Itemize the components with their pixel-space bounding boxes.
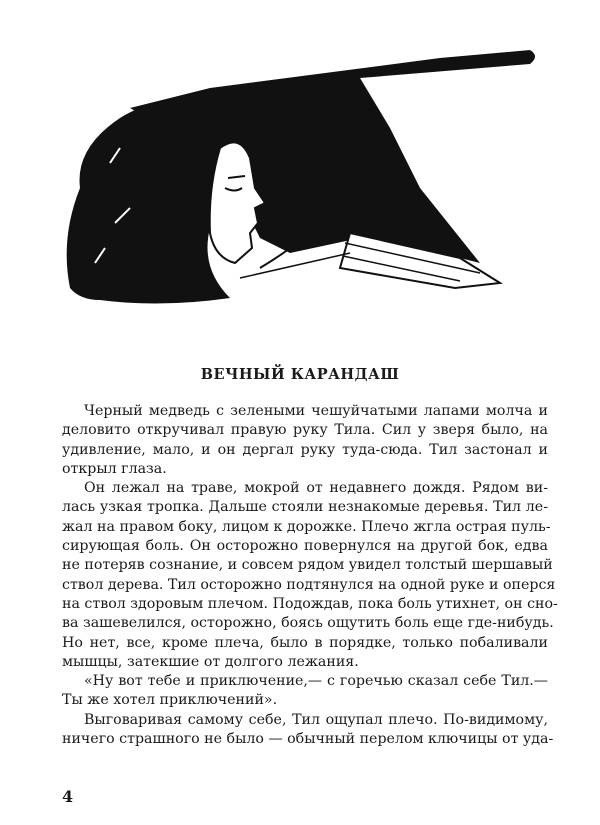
text-line: Выговаривая самому себе, Тил ощупал плечо. По-видимому, xyxy=(84,711,548,728)
text-line: ва зашевелился, осторожно, боясь ощутить боль еще где-нибудь. xyxy=(62,615,554,632)
text-line: Ты же хотел приключений». xyxy=(62,692,278,709)
text-line: «Ну вот тебе и приключение,— с горечью сказал себе Тил.— xyxy=(84,673,548,690)
text-line: сирующая боль. Он осторожно повернулся на другой бок, едва xyxy=(62,538,548,555)
text-line: удивление, мало, и он дергал руку туда-сюда. Тил застонал и xyxy=(62,441,548,458)
text-line: деловито откручивал правую руку Тила. Сил у зверя было, на xyxy=(62,422,548,439)
text-line: лась узкая тропка. Дальше стояли незнакомые деревья. Тил ле- xyxy=(62,499,548,516)
body-text xyxy=(62,402,558,749)
text-line: Он лежал на траве, мокрой от недавнего дождя. Рядом ви- xyxy=(84,480,548,497)
text-line: на ствол здоровым плечом. Подождав, пока боль утихнет, он сно- xyxy=(62,595,558,612)
text-line: открыл глаза. xyxy=(62,460,167,477)
text-line: не потеряв сознание, и совсем рядом увидел толстый шершавый xyxy=(62,557,553,574)
chapter-illustration xyxy=(60,38,550,308)
text-line: ствол дерева. Тил осторожно подтянулся на одной руке и оперся xyxy=(62,576,556,593)
text-line: Но нет, все, кроме плеча, было в порядке, только побаливали xyxy=(62,634,548,651)
page-number: 4 xyxy=(62,787,74,806)
chapter-title: ВЕЧНЫЙ КАРАНДАШ xyxy=(200,366,400,383)
text-line: ничего страшного не было — обычный перелом ключицы от уда- xyxy=(62,731,554,748)
text-line: жал на правом боку, лицом к дорожке. Плечо жгла острая пуль- xyxy=(62,518,551,535)
text-line: мышцы, затекшие от долгого лежания. xyxy=(62,653,359,670)
text-line: Черный медведь с зелеными чешуйчатыми лапами молча и xyxy=(84,403,548,419)
